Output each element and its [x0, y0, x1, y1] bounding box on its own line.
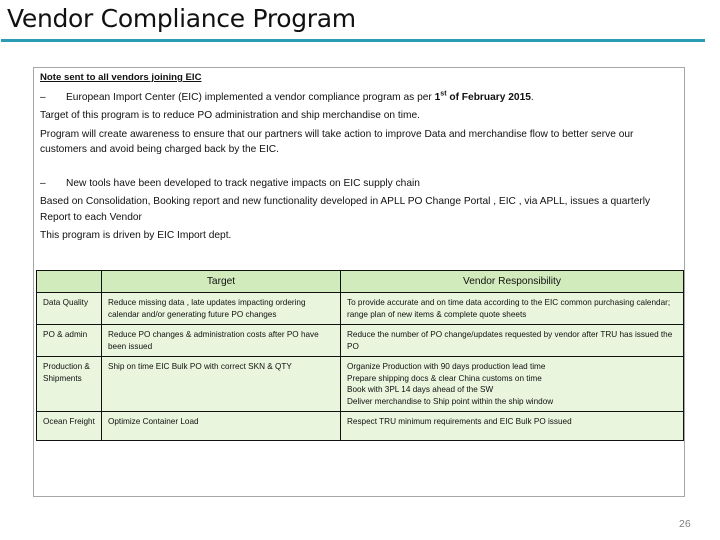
cell-target: Optimize Container Load [102, 412, 341, 441]
header-vendor-responsibility: Vendor Responsibility [341, 271, 684, 293]
page-number: 26 [679, 518, 691, 530]
vendor-note [40, 70, 680, 244]
dash-bullet-icon: – [40, 91, 46, 103]
title-underline [1, 39, 705, 42]
note-awareness-line: Program will create awareness to ensure that our partners will take action to improve Data and merchandise flow to better serve our customers and avoid being charged back by the EIC. [40, 128, 634, 155]
cell-target: Reduce missing data , late updates impacting ordering calendar and/or generating future PO changes [102, 293, 341, 325]
slide-title: Vendor Compliance Program [7, 4, 356, 33]
note-bullet-2: – New tools have been developed to track negative impacts on EIC supply chain [40, 176, 680, 192]
table-row [37, 325, 684, 357]
cell-area: Ocean Freight [37, 412, 102, 441]
cell-area: Data Quality [37, 293, 102, 325]
header-area [37, 271, 102, 293]
cell-target: Ship on time EIC Bulk PO with correct SKN & QTY [102, 357, 341, 412]
cell-vendor: To provide accurate and on time data according to the EIC common purchasing calendar; range plan of new items & complete quote sheets [341, 293, 684, 325]
cell-target: Reduce PO changes & administration costs after PO have been issued [102, 325, 341, 357]
effective-date: 1st of February 2015 [434, 90, 531, 103]
responsibility-table [36, 270, 684, 441]
cell-vendor: Organize Production with 90 days production lead time Prepare shipping docs & clear China customs on time Book with 3PL 14 days ahead of the SW Deliver merchandise to Ship point within the ship window [341, 357, 684, 412]
table-row [37, 293, 684, 325]
table-row [37, 412, 684, 441]
cell-area: Production & Shipments [37, 357, 102, 412]
note-driver-line: This program is driven by EIC Import dept. [40, 230, 232, 241]
note-target-line: Target of this program is to reduce PO administration and ship merchandise on time. [40, 110, 420, 121]
table-header-row [37, 271, 684, 293]
cell-vendor: Respect TRU minimum requirements and EIC Bulk PO issued [341, 412, 684, 441]
cell-area: PO & admin [37, 325, 102, 357]
note-tools-line: Based on Consolidation, Booking report and new functionality developed in APLL PO Change Portal , EIC , via APLL, issues a quarterly Report to each Vendor [40, 196, 651, 223]
cell-vendor: Reduce the number of PO change/updates requested by vendor after TRU has issued the PO [341, 325, 684, 357]
note-heading: Note sent to all vendors joining EIC [40, 72, 202, 83]
header-target: Target [102, 271, 341, 293]
note-bullet-1: – European Import Center (EIC) implemented a vendor compliance program as per 1st of February 2015. [40, 90, 680, 106]
table-row [37, 357, 684, 412]
dash-bullet-icon: – [40, 177, 46, 189]
